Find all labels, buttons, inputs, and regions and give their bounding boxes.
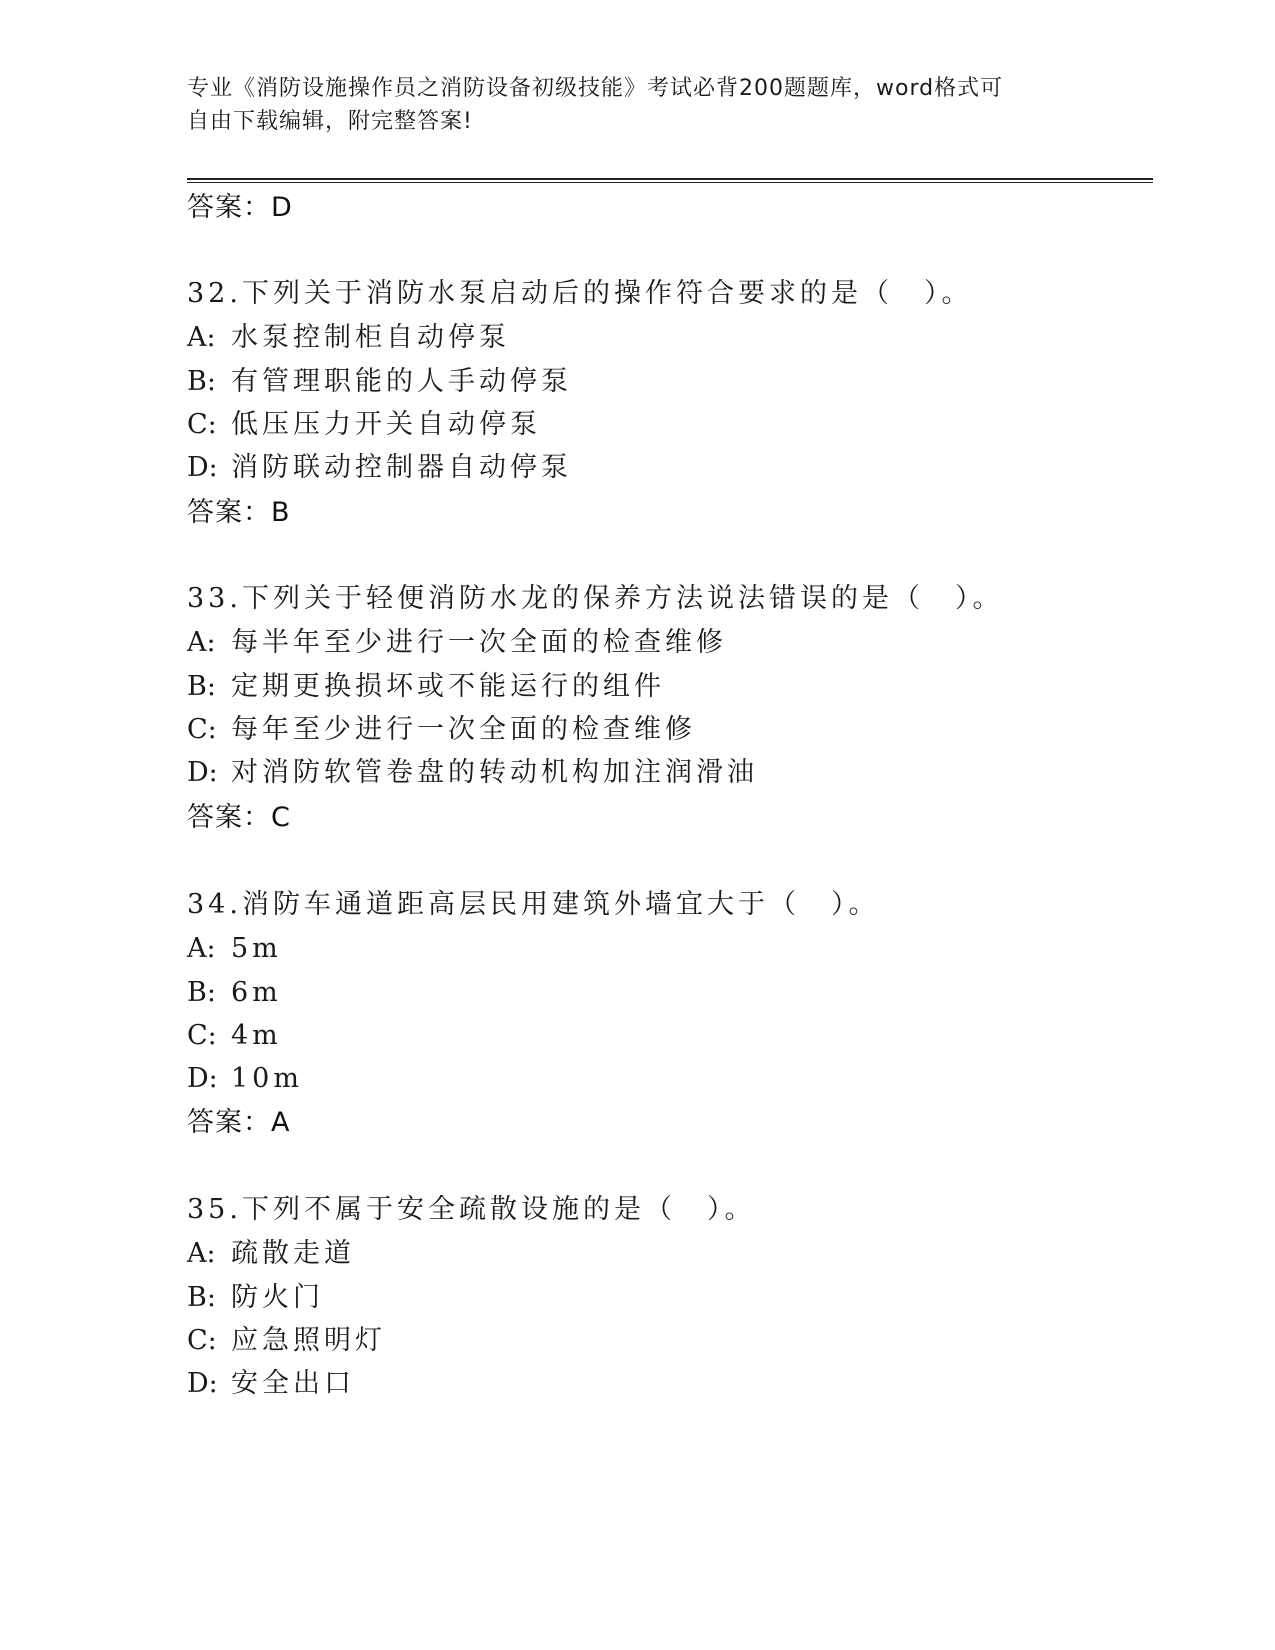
option-text: 定期更换损坏或不能运行的组件 — [231, 671, 665, 702]
option-text: 4m — [231, 1020, 282, 1051]
option-letter: A: — [187, 933, 216, 964]
question-34-stem: 34.消防车通道距高层民用建筑外墙宜大于（ ）。 — [187, 889, 880, 920]
document-header — [187, 72, 1067, 138]
question-35-option-b — [187, 1280, 324, 1316]
question-33-option-c — [187, 712, 696, 748]
option-text: 安全出口 — [231, 1368, 355, 1399]
answer-q31: 答案：D — [187, 192, 293, 223]
question-32-option-a — [187, 320, 510, 356]
option-letter: B: — [187, 671, 216, 702]
option-letter: B: — [187, 977, 216, 1008]
question-35-stem: 35.下列不属于安全疏散设施的是（ ）。 — [187, 1194, 756, 1225]
option-letter: A: — [187, 322, 216, 353]
answer-q33: 答案：C — [187, 802, 291, 833]
question-34-option-a — [187, 931, 282, 967]
option-text: 对消防软管卷盘的转动机构加注润滑油 — [231, 757, 758, 788]
question-32-option-b — [187, 364, 572, 400]
question-34-option-c — [187, 1018, 282, 1054]
option-text: 每半年至少进行一次全面的检查维修 — [231, 627, 727, 658]
option-text: 有管理职能的人手动停泵 — [231, 366, 572, 397]
option-letter: C: — [187, 1020, 217, 1051]
option-letter: D: — [187, 1063, 218, 1094]
question-35-option-c — [187, 1323, 386, 1359]
option-letter: C: — [187, 409, 217, 440]
header-line-1: 专业《消防设施操作员之消防设备初级技能》考试必背200题题库，word格式可 — [187, 76, 1004, 101]
question-34-option-d — [187, 1061, 303, 1097]
question-33-option-b — [187, 669, 665, 705]
option-letter: A: — [187, 1238, 216, 1269]
header-divider — [187, 178, 1153, 183]
option-text: 疏散走道 — [231, 1238, 355, 1269]
option-letter: B: — [187, 1282, 216, 1313]
answer-q34: 答案：A — [187, 1107, 291, 1138]
question-33-option-a — [187, 625, 727, 661]
option-text: 每年至少进行一次全面的检查维修 — [231, 714, 696, 745]
question-33-stem: 33.下列关于轻便消防水龙的保养方法说法错误的是（ ）。 — [187, 583, 1004, 614]
option-text: 10m — [231, 1063, 303, 1094]
answer-q32: 答案：B — [187, 497, 291, 528]
option-text: 应急照明灯 — [231, 1325, 386, 1356]
question-35-option-d — [187, 1366, 355, 1402]
question-34-option-b — [187, 975, 282, 1011]
question-32-stem: 32.下列关于消防水泵启动后的操作符合要求的是（ ）。 — [187, 278, 973, 309]
option-letter: D: — [187, 1368, 218, 1399]
option-text: 防火门 — [231, 1282, 324, 1313]
option-text: 5m — [231, 933, 282, 964]
option-letter: A: — [187, 627, 216, 658]
header-line-2: 自由下载编辑，附完整答案! — [187, 109, 473, 134]
option-letter: B: — [187, 366, 216, 397]
option-text: 消防联动控制器自动停泵 — [231, 452, 572, 483]
option-letter: D: — [187, 452, 218, 483]
option-text: 低压压力开关自动停泵 — [231, 409, 541, 440]
question-32-option-d — [187, 450, 572, 486]
option-text: 水泵控制柜自动停泵 — [231, 322, 510, 353]
option-text: 6m — [231, 977, 282, 1008]
question-35-option-a — [187, 1236, 355, 1272]
question-32-option-c — [187, 407, 541, 443]
option-letter: C: — [187, 714, 217, 745]
option-letter: D: — [187, 757, 218, 788]
option-letter: C: — [187, 1325, 217, 1356]
question-33-option-d — [187, 755, 758, 791]
